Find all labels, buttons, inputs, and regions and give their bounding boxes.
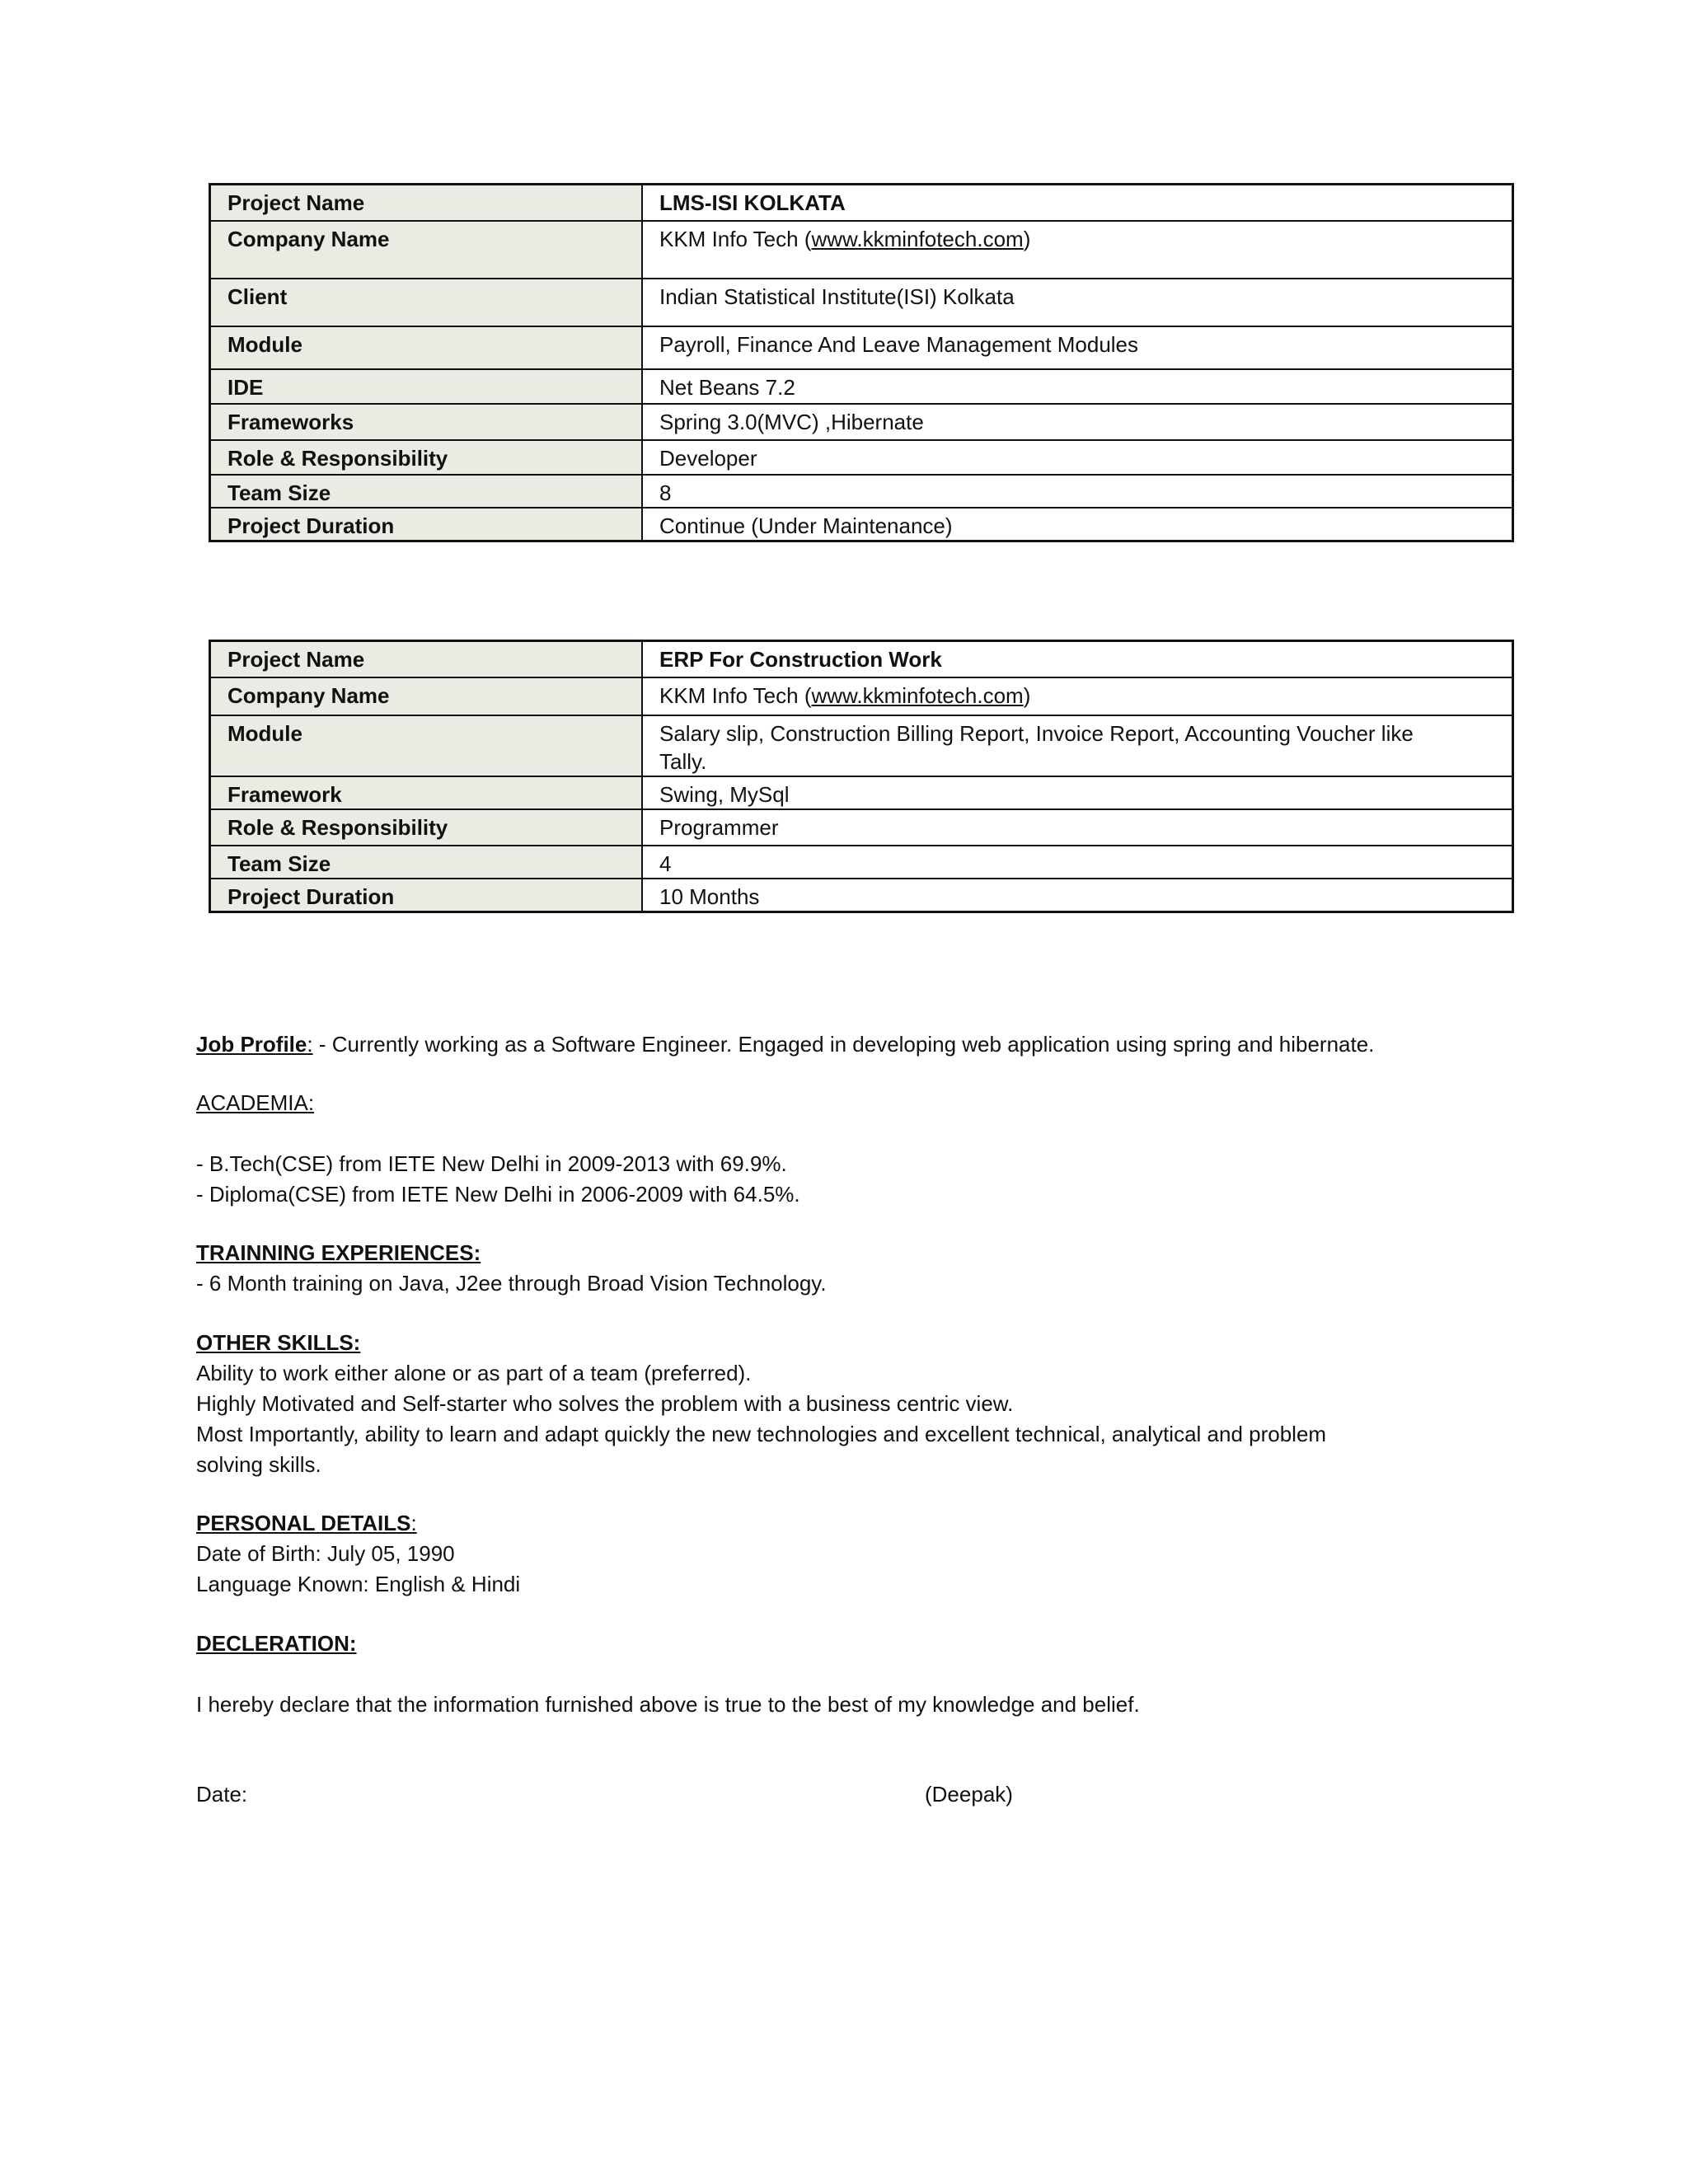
row-label: Frameworks [210,404,643,440]
company-name-value [642,221,1513,279]
table-row [210,404,1513,440]
skill-line: Most Importantly, ability to learn and adapt quickly the new technologies and excellent technical, analytical and problem [196,1422,1327,1446]
personal-title: PERSONAL DETAILS [196,1511,411,1535]
row-label: Team Size [210,846,643,879]
table-row [210,369,1513,404]
table-row [210,715,1513,776]
academia-title: ACADEMIA [196,1090,308,1115]
company-name-suffix: ) [1023,682,1031,708]
row-value: Programmer [642,809,1513,846]
table-row [210,677,1513,715]
table-row [210,326,1513,369]
signature-name: (Deepak) [925,1782,1013,1807]
table-row [210,809,1513,846]
academia-colon: : [307,1090,315,1115]
company-website-link[interactable]: www.kkminfotech.com [811,226,1024,251]
academia-item: - Diploma(CSE) from IETE New Delhi in 2006-2009 with 64.5%. [196,1182,800,1207]
row-label: Module [210,326,643,369]
row-value: 4 [642,846,1513,879]
company-website-link[interactable]: www.kkminfotech.com [811,682,1024,708]
project-table-lms [209,183,1514,542]
row-label: Company Name [210,677,643,715]
row-value: Spring 3.0(MVC) ,Hibernate [642,404,1513,440]
project-table-erp [209,640,1514,913]
company-name-text: KKM Info Tech ( [659,682,812,708]
personal-heading [196,1508,417,1539]
row-label: Client [210,279,643,326]
table-row [210,776,1513,809]
job-profile [196,1029,1374,1060]
company-name-suffix: ) [1023,226,1031,251]
row-label: Team Size [210,475,643,508]
row-label: Role & Responsibility [210,809,643,846]
module-line-2: Tally. [659,748,707,774]
training-heading: TRAINNING EXPERIENCES: [196,1240,481,1265]
table-row [210,185,1513,221]
company-name-value [642,677,1513,715]
academia-heading [196,1088,314,1118]
training-item: - 6 Month training on Java, J2ee through Broad Vision Technology. [196,1271,827,1296]
other-skills-heading: OTHER SKILLS: [196,1330,361,1355]
table-row [210,440,1513,475]
row-label: Role & Responsibility [210,440,643,475]
job-profile-label: Job Profile [196,1032,307,1057]
job-profile-text: - Currently working as a Software Engineer. Engaged in developing web application using spring and hibernate. [312,1032,1375,1057]
project-name-value: LMS-ISI KOLKATA [642,185,1513,221]
table-row [210,641,1513,677]
project-name-value: ERP For Construction Work [642,641,1513,677]
table-row [210,508,1513,541]
job-profile-colon: : [307,1032,313,1057]
skill-line: Ability to work either alone or as part of a team (preferred). [196,1361,752,1385]
personal-line: Date of Birth: July 05, 1990 [196,1541,455,1566]
row-label: Project Duration [210,879,643,912]
personal-colon: : [410,1511,417,1535]
personal-line: Language Known: English & Hindi [196,1572,521,1596]
row-value [642,715,1513,776]
row-value: Swing, MySql [642,776,1513,809]
table-row [210,221,1513,279]
row-value: Continue (Under Maintenance) [642,508,1513,541]
row-label: Framework [210,776,643,809]
table-row [210,879,1513,912]
declaration-text: I hereby declare that the information furnished above is true to the best of my knowledge and belief. [196,1692,1140,1717]
table-row [210,279,1513,326]
row-label: Project Duration [210,508,643,541]
module-line-1: Salary slip, Construction Billing Report, Invoice Report, Accounting Voucher like [659,720,1414,746]
row-value: Net Beans 7.2 [642,369,1513,404]
row-value: Indian Statistical Institute(ISI) Kolkata [642,279,1513,326]
row-label: Company Name [210,221,643,279]
row-label: Project Name [210,185,643,221]
skill-line: Highly Motivated and Self-starter who solves the problem with a business centric view. [196,1391,1014,1416]
row-value: Developer [642,440,1513,475]
date-label: Date: [196,1782,248,1807]
skill-line: solving skills. [196,1452,321,1477]
row-value: 10 Months [642,879,1513,912]
declaration-heading: DECLERATION: [196,1631,357,1656]
company-name-text: KKM Info Tech ( [659,226,812,251]
row-value: Payroll, Finance And Leave Management Modules [642,326,1513,369]
row-label: Project Name [210,641,643,677]
academia-item: - B.Tech(CSE) from IETE New Delhi in 2009-2013 with 69.9%. [196,1151,787,1176]
row-label: IDE [210,369,643,404]
table-row [210,846,1513,879]
row-value: 8 [642,475,1513,508]
row-label: Module [210,715,643,776]
table-row [210,475,1513,508]
